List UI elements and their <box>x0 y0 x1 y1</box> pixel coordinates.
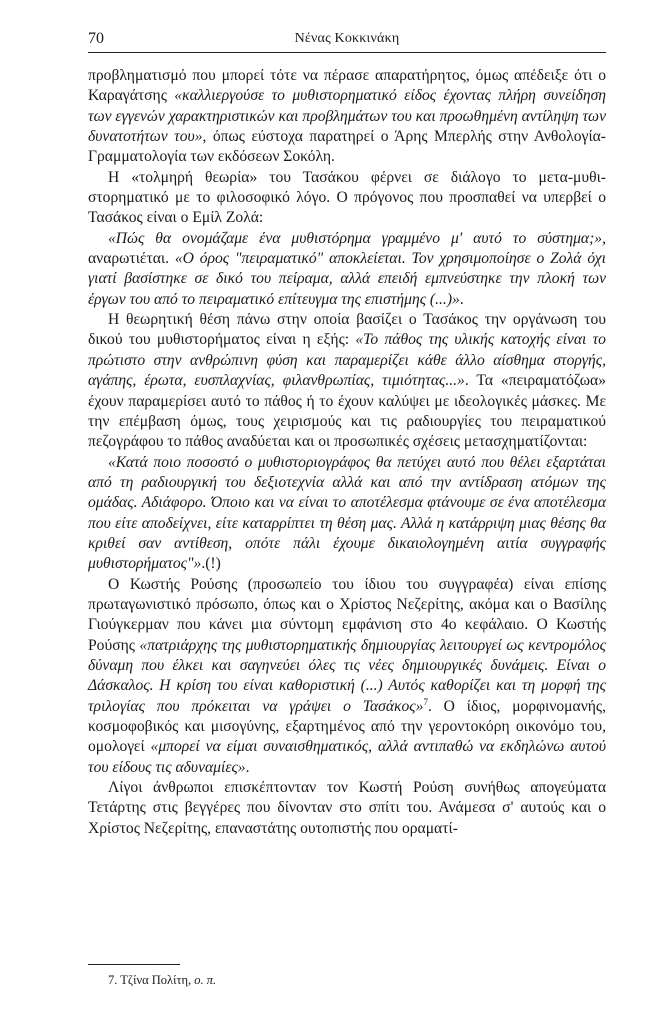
footnote-number: 7. <box>108 973 118 987</box>
text-segment: . <box>459 290 464 308</box>
text-segment: προβληματισμό που μπορεί τότε να πέρασε απαρατήρητος, όμως απέδειξε ότι ο Καραγάτσης <box>88 67 606 105</box>
quoted-text: «πατριάρχης της μυθιστορηματικής δημιουργίας λειτουργεί ως κεντρομόλος δύναμη που έλκει και σαγηνεύει όλες τις νέες δημιουργικές δυνάμεις. Είναι ο Δάσκαλος. Η κρίση του είναι καθοριστική (...) Αυτός καθορίζει και τη μορφή της τριλογίας που πρόκειται να γράψει ο Τασάκος» <box>88 636 606 715</box>
footnote-italic: ο. π. <box>194 973 217 987</box>
page-number: 70 <box>88 30 104 47</box>
paragraph <box>88 575 606 778</box>
paragraph <box>88 778 606 839</box>
paragraph <box>88 168 606 229</box>
text-segment: . Τα «πειραματόζωα» έχουν παραμερίσει αυτό το πάθος ή το έχουν καλύψει με ιδεολογικές μάσκες. Με την επέμβαση όμως, τους χειρισμούς και τις ραδιουργίες του πειραματικού πεζογράφου το πάθος αναδύεται και οι προσωπικές σχέσεις μετασχηματίζονται: <box>88 372 606 451</box>
quoted-text: «Πώς θα ονομάζαμε ένα μυθιστόρημα γραμμένο μ' αυτό το σύστημα;» <box>108 229 603 247</box>
quoted-text: «μπορεί να είμαι συναισθηματικός, αλλά αντιπαθώ να εκδηλώνω αυτού του είδους τις αδυναμίες» <box>88 738 606 776</box>
quoted-text: «Κατά ποιο ποσοστό ο μυθιστοριογράφος θα πετύχει αυτό που θέλει εξαρτάται από τη ραδιουργική του δεξιοτεχνία αλλά και από την αντίδραση ατόμων της ομάδας. Αδιάφορο. Όποιο και να είναι το αποτέλεσμα φτάνουμε σε ένα αποτέλεσμα που είτε αποδείχνει, είτε καταρρίπτει τη θέση μας. Αλλά η κατάρριψη μιας θέσης θα κριθεί σαν αντίθεση, οπότε πάλι έχουμε δικαιολογημένη αιτία συγγραφής μυθιστορήματος"» <box>88 453 606 573</box>
text-segment: Η θεωρητική θέση πάνω στην οποία βασίζει ο Τασάκος την οργάνωση του δικού του μυθιστορήματος είναι η εξής: <box>88 311 606 349</box>
quoted-text: «καλλιεργούσε το μυθιστορηματικό είδος έχοντας πλήρη συνείδηση των εγγενών χαρακτηριστικών και προβλημάτων του και προωθημένη αντίληψη των δυνατοτήτων του» <box>88 87 606 146</box>
text-segment: . <box>245 758 250 776</box>
footnote-ref: 7 <box>423 696 428 707</box>
text-segment: Ο Κωστής Ρούσης (προσωπείο του ίδιου του συγγραφέα) είναι επίσης πρωταγωνιστικό πρόσωπο, όπως και ο Χρίστος Νεζερίτης, ακόμα και ο Βασίλης Γιούγκερμαν που κάνει μια σύντομη εμφάνιση στο 4ο κεφάλαιο. Ο Κωστής Ρούσης <box>88 575 606 654</box>
text-segment: , όπως εύστοχα παρατηρεί ο Άρης Μπερλής στην Ανθολογία-Γραμματολογία των εκδόσεων Σοκόλη. <box>88 128 606 166</box>
text-segment: .(!) <box>201 555 221 573</box>
paragraph <box>88 310 606 452</box>
footnote <box>108 972 216 988</box>
footnote-text: Τζίνα Πολίτη, <box>120 973 195 987</box>
quoted-text: «Το πάθος της υλικής κατοχής είναι το πρώτιστο στην ανθρώπινη φύση και παραμερίζει κάθε άλλο αίσθημα στοργής, αγάπης, έρωτα, ευσπλαχνίας, φιλανθρωπίας, τιμιότητας...» <box>88 331 606 390</box>
body-text <box>88 66 606 839</box>
paragraph <box>88 66 606 168</box>
text-segment: Λίγοι άνθρωποι επισκέπτονταν τον Κωστή Ρούση συνήθως απογεύματα Τετάρτης στις βεγγέρες που δίνονταν στο σπίτι του. Ανάμεσα σ' αυτούς και ο Χρίστος Νεζερίτης, επαναστάτης ουτοπιστής που οραματί- <box>88 779 606 837</box>
running-title: Νένας Κοκκινάκη <box>294 31 400 46</box>
footnote-divider <box>88 964 180 965</box>
quoted-text: «Ο όρος "πειραματικό" αποκλείεται. Τον χρησιμοποίησε ο Ζολά όχι γιατί βασίστηκε σε δικό του πείραμα, αλλά επειδή εμπνεύστηκε την πλοκή των έργων του από το πειραματικό επίτευγμα της επιστήμης (...)» <box>88 250 607 308</box>
text-segment: . Ο ίδιος, μορφινομανής, κοσμοφοβικός και μισογύνης, εξαρτημένος από την γεροντοκόρη οικονόμο του, ομολογεί <box>88 697 606 756</box>
page-header <box>88 28 606 53</box>
text-segment: , αναρωτιέται. <box>88 229 606 268</box>
paragraph <box>88 453 606 575</box>
paragraph <box>88 229 606 310</box>
text-segment: Η «τολμηρή θεωρία» του Τασάκου φέρνει σε διάλογο το μετα-μυθιστορηματικό με το φιλοσοφικό λόγο. Ο πρόγονος που προσπαθεί να υπερβεί ο Τασάκος είναι ο Εμίλ Ζολά: <box>88 168 606 227</box>
